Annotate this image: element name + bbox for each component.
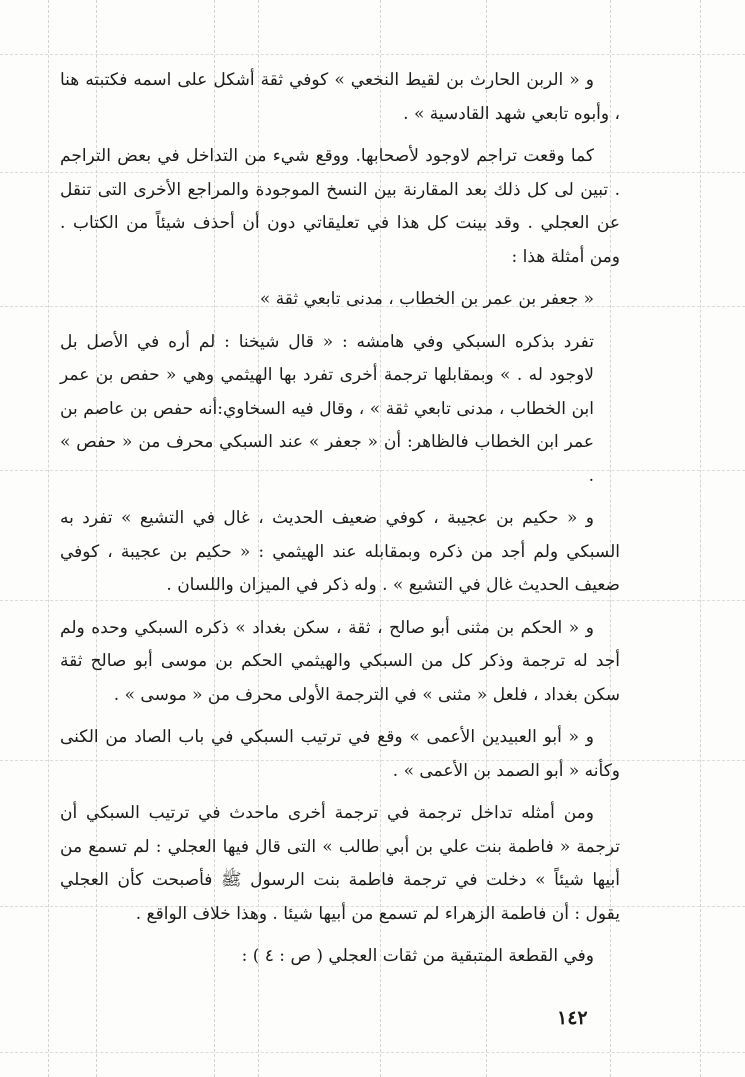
paragraph: تفرد بذكره السبكي وفي هامشه : « قال شيخنا : لم أره في الأصل بل لاوجود له . » وبمقابلها ترجمة أخرى تفرد بها الهيثمي وهي « حفص بن عمر ابن الخطاب ، مدنى تابعي ثقة » ، وقال فيه السخاوي:أنه حفص بن عاصم بن عمر ابن الخطاب فالظاهر: أن « جعفر » عند السبكي محرف من « حفص » . — [60, 331, 594, 486]
guide-line — [700, 0, 701, 1077]
paragraph: و « الربن الحارث بن لقيط النخعي » كوفي ثقة أشكل على اسمه فكتبته هنا ، وأبوه تابعي شهد القادسية » . — [60, 70, 620, 124]
guide-line — [0, 1052, 745, 1053]
paragraph: كما وقعت تراجم لاوجود لأصحابها. ووقع شيء من التداخل في بعض التراجم . تبين لى كل ذلك بعد المقارنة بين النسخ الموجودة والمراجع الأخرى التى تنقل عن العجلي . وقد بينت كل هذا في تعليقاتي دون أن أحذف شيئاً من الكتاب . ومن أمثلة هذا : — [60, 146, 620, 267]
paragraph: وفي القطعة المتبقية من ثقات العجلي ( ص : ٤ ) : — [241, 946, 594, 966]
guide-line — [0, 54, 745, 55]
guide-line — [48, 0, 49, 1077]
paragraph: و « الحكم بن مثنى أبو صالح ، ثقة ، سكن بغداد » ذكره السبكي وحده ولم أجد له ترجمة وذكر كل من السبكي والهيثمي الحكم بن موسى أبو صالح ثقة سكن بغداد ، فلعل « مثنى » في الترجمة الأولى محرف من « موسى » . — [60, 617, 620, 705]
quoted-entry: « جعفر بن عمر بن الخطاب ، مدنى تابعي ثقة » — [259, 289, 594, 309]
page-body — [60, 64, 620, 983]
page-number: ١٤٢ — [557, 1007, 588, 1029]
paragraph: ومن أمثله تداخل ترجمة في ترجمة أخرى ماحدث في ترتيب السبكي أن ترجمة « فاطمة بنت علي بن أبي طالب » التى قال فيها العجلي : لم تسمع من أبيها شيئاً » دخلت في ترجمة فاطمة بنت الرسول ﷺ فأصبحت كأن العجلي يقول : أن فاطمة الزهراء لم تسمع من أبيها شيئا . وهذا خلاف الواقع . — [60, 803, 620, 924]
paragraph: و « حكيم بن عجيبة ، كوفي ضعيف الحديث ، غال في التشيع » تفرد به السبكي ولم أجد من ذكره وبمقابله عند الهيثمي : « حكيم بن عجيبة ، كوفي ضعيف الحديث غال في التشيع » . وله ذكر في الميزان واللسان . — [60, 508, 620, 595]
paragraph: و « أبو العبيدين الأعمى » وقع في ترتيب السبكي في باب الصاد من الكنى وكأنه « أبو الصمد بن الأعمى » . — [60, 727, 620, 781]
